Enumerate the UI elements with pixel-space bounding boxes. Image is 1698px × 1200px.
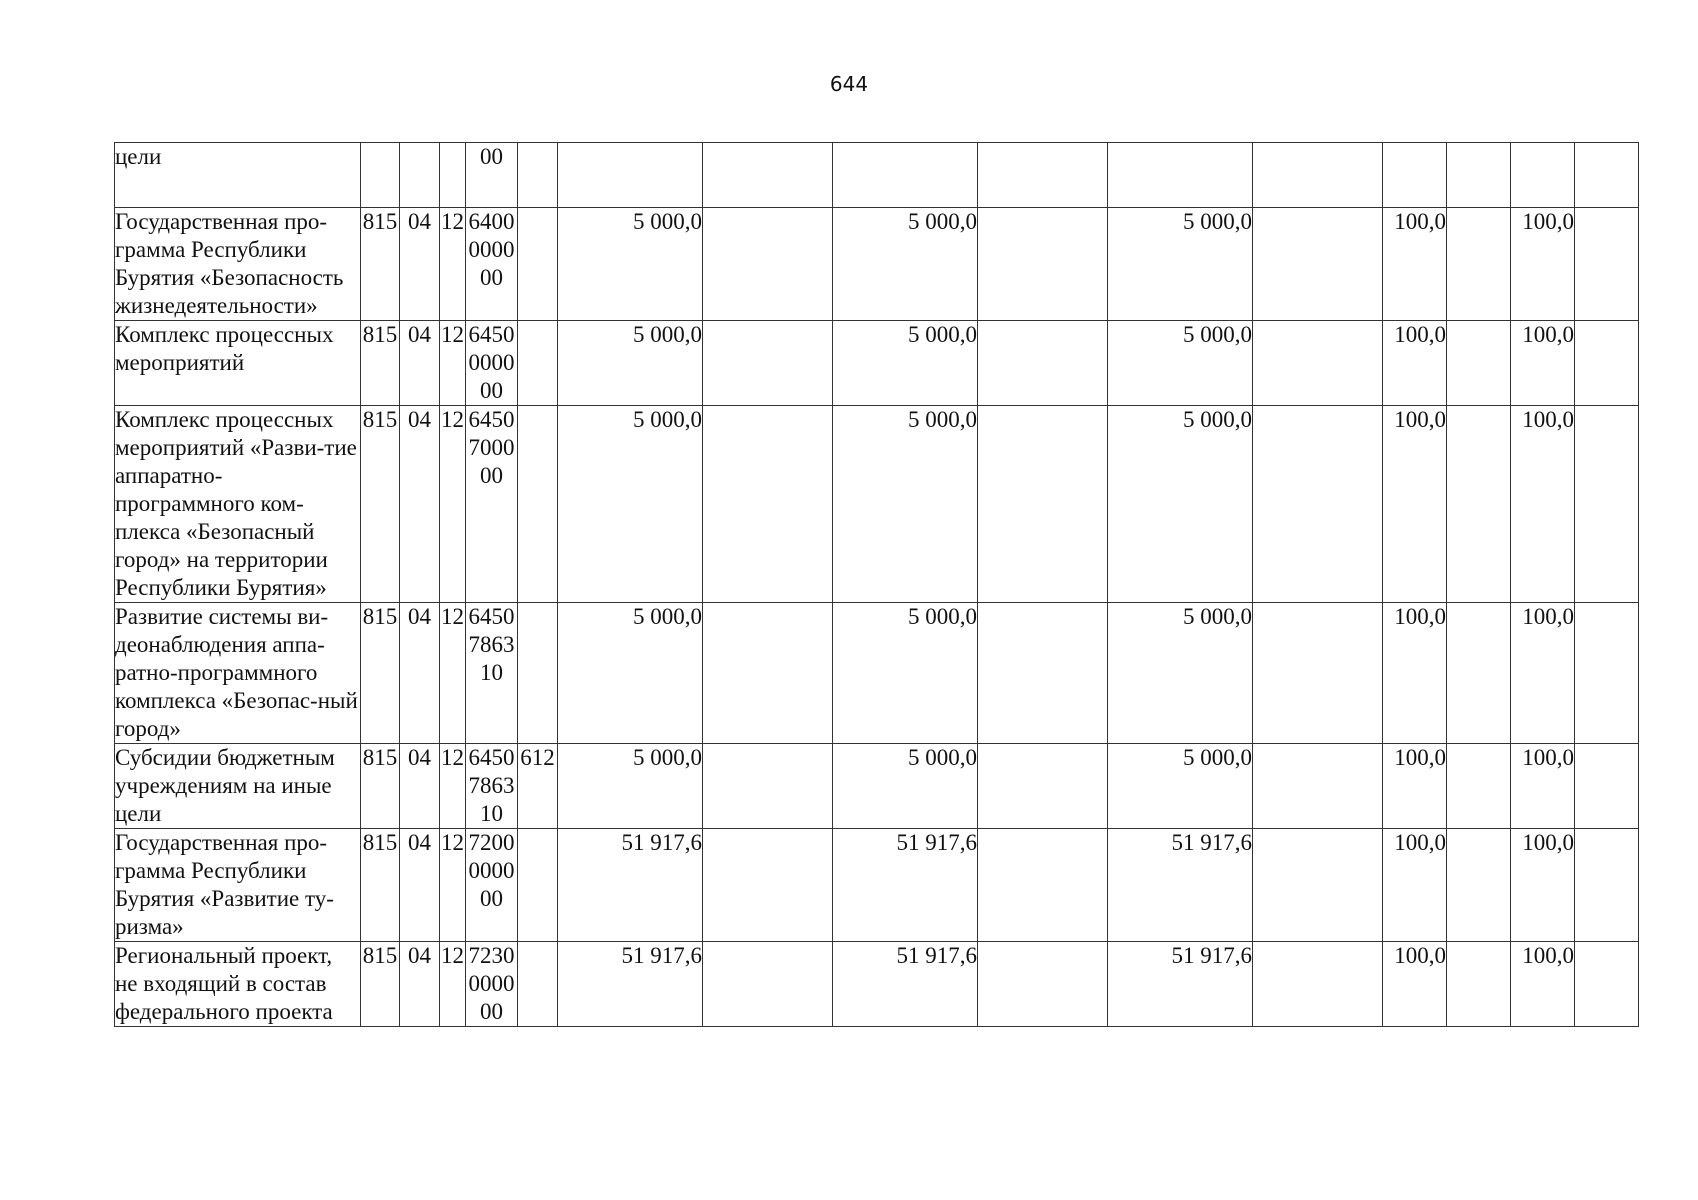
percent-1-cell: 100,0 <box>1383 829 1447 942</box>
table-row <box>115 208 1639 321</box>
amount-1-cell: 51 917,6 <box>558 829 703 942</box>
pr-code-cell: 12 <box>440 942 466 1027</box>
row-name-cell: Государственная про-грамма Республики Бурятия «Развитие ту-ризма» <box>115 829 361 942</box>
amount-2-cell: 5 000,0 <box>833 321 978 406</box>
gr-code-cell: 815 <box>361 829 400 942</box>
pr-code-cell: 12 <box>440 829 466 942</box>
table-row <box>115 942 1639 1027</box>
row-name-cell: Комплекс процессных мероприятий «Разви-тие аппаратно-программного ком-плекса «Безопасный город» на территории Республики Бурятия» <box>115 406 361 603</box>
row-name-cell: Субсидии бюджетным учреждениям на иные цели <box>115 744 361 829</box>
rz-code-cell: 04 <box>400 406 440 603</box>
amount-3-cell <box>1108 143 1253 208</box>
gr-code-cell: 815 <box>361 321 400 406</box>
table-row <box>115 406 1639 603</box>
empty-cell <box>1447 208 1511 321</box>
empty-cell <box>703 942 833 1027</box>
rz-code-cell: 04 <box>400 744 440 829</box>
rz-code-cell: 04 <box>400 603 440 744</box>
empty-cell <box>1253 208 1383 321</box>
empty-cell <box>1447 321 1511 406</box>
vr-code-cell <box>518 321 558 406</box>
amount-1-cell: 51 917,6 <box>558 942 703 1027</box>
percent-2-cell: 100,0 <box>1511 321 1575 406</box>
vr-code-cell <box>518 603 558 744</box>
csr-code-cell: 6450 7863 10 <box>466 603 518 744</box>
pr-code-cell: 12 <box>440 603 466 744</box>
pr-code-cell: 12 <box>440 406 466 603</box>
percent-3-cell <box>1575 744 1639 829</box>
amount-1-cell: 5 000,0 <box>558 744 703 829</box>
percent-3-cell <box>1575 603 1639 744</box>
row-name-cell: Развитие системы ви-деонаблюдения аппа-ратно-программного комплекса «Безопас-ный город» <box>115 603 361 744</box>
rz-code-cell <box>400 143 440 208</box>
table-row <box>115 829 1639 942</box>
percent-3-cell <box>1575 829 1639 942</box>
amount-3-cell: 5 000,0 <box>1108 321 1253 406</box>
pr-code-cell: 12 <box>440 208 466 321</box>
empty-cell <box>978 208 1108 321</box>
empty-cell <box>978 406 1108 603</box>
table-body <box>115 143 1639 1027</box>
empty-cell <box>1253 829 1383 942</box>
empty-cell <box>1447 942 1511 1027</box>
csr-code-cell: 6450 0000 00 <box>466 321 518 406</box>
csr-code-cell: 00 <box>466 143 518 208</box>
empty-cell <box>1447 603 1511 744</box>
rz-code-cell: 04 <box>400 208 440 321</box>
rz-code-cell: 04 <box>400 942 440 1027</box>
percent-1-cell <box>1383 143 1447 208</box>
rz-code-cell: 04 <box>400 829 440 942</box>
percent-1-cell: 100,0 <box>1383 942 1447 1027</box>
percent-2-cell: 100,0 <box>1511 406 1575 603</box>
csr-code-cell: 6450 7863 10 <box>466 744 518 829</box>
amount-3-cell: 5 000,0 <box>1108 406 1253 603</box>
budget-table <box>114 142 1639 1027</box>
empty-cell <box>978 942 1108 1027</box>
empty-cell <box>703 208 833 321</box>
pr-code-cell: 12 <box>440 744 466 829</box>
empty-cell <box>978 143 1108 208</box>
empty-cell <box>703 143 833 208</box>
percent-3-cell <box>1575 406 1639 603</box>
row-name-cell: Региональный проект, не входящий в состав федерального проекта <box>115 942 361 1027</box>
gr-code-cell: 815 <box>361 406 400 603</box>
empty-cell <box>703 829 833 942</box>
amount-3-cell: 51 917,6 <box>1108 829 1253 942</box>
table-row <box>115 603 1639 744</box>
vr-code-cell <box>518 208 558 321</box>
gr-code-cell: 815 <box>361 744 400 829</box>
csr-code-cell: 7200 0000 00 <box>466 829 518 942</box>
amount-1-cell: 5 000,0 <box>558 603 703 744</box>
empty-cell <box>1253 603 1383 744</box>
empty-cell <box>1253 942 1383 1027</box>
amount-2-cell: 5 000,0 <box>833 744 978 829</box>
percent-2-cell: 100,0 <box>1511 603 1575 744</box>
amount-2-cell: 51 917,6 <box>833 942 978 1027</box>
csr-code-cell: 6400 0000 00 <box>466 208 518 321</box>
empty-cell <box>978 829 1108 942</box>
percent-1-cell: 100,0 <box>1383 603 1447 744</box>
percent-3-cell <box>1575 321 1639 406</box>
percent-2-cell: 100,0 <box>1511 744 1575 829</box>
page-number: 644 <box>829 72 869 96</box>
table-row <box>115 321 1639 406</box>
empty-cell <box>1447 406 1511 603</box>
amount-1-cell <box>558 143 703 208</box>
empty-cell <box>1253 744 1383 829</box>
amount-2-cell: 51 917,6 <box>833 829 978 942</box>
table-row <box>115 744 1639 829</box>
percent-2-cell: 100,0 <box>1511 829 1575 942</box>
empty-cell <box>978 321 1108 406</box>
pr-code-cell: 12 <box>440 321 466 406</box>
vr-code-cell <box>518 143 558 208</box>
table-row <box>115 143 1639 208</box>
amount-2-cell: 5 000,0 <box>833 208 978 321</box>
gr-code-cell: 815 <box>361 603 400 744</box>
amount-2-cell <box>833 143 978 208</box>
gr-code-cell: 815 <box>361 942 400 1027</box>
percent-1-cell: 100,0 <box>1383 744 1447 829</box>
percent-1-cell: 100,0 <box>1383 208 1447 321</box>
percent-2-cell: 100,0 <box>1511 208 1575 321</box>
percent-2-cell: 100,0 <box>1511 942 1575 1027</box>
csr-code-cell: 7230 0000 00 <box>466 942 518 1027</box>
amount-3-cell: 5 000,0 <box>1108 208 1253 321</box>
percent-3-cell <box>1575 942 1639 1027</box>
row-name-cell: Комплекс процессных мероприятий <box>115 321 361 406</box>
vr-code-cell <box>518 829 558 942</box>
vr-code-cell: 612 <box>518 744 558 829</box>
empty-cell <box>978 603 1108 744</box>
empty-cell <box>703 321 833 406</box>
percent-1-cell: 100,0 <box>1383 321 1447 406</box>
percent-3-cell <box>1575 208 1639 321</box>
gr-code-cell: 815 <box>361 208 400 321</box>
rz-code-cell: 04 <box>400 321 440 406</box>
csr-code-cell: 6450 7000 00 <box>466 406 518 603</box>
amount-3-cell: 5 000,0 <box>1108 603 1253 744</box>
empty-cell <box>978 744 1108 829</box>
empty-cell <box>1447 829 1511 942</box>
empty-cell <box>1253 143 1383 208</box>
percent-1-cell: 100,0 <box>1383 406 1447 603</box>
percent-3-cell <box>1575 143 1639 208</box>
vr-code-cell <box>518 942 558 1027</box>
empty-cell <box>703 406 833 603</box>
percent-2-cell <box>1511 143 1575 208</box>
empty-cell <box>1447 143 1511 208</box>
amount-1-cell: 5 000,0 <box>558 321 703 406</box>
row-name-cell: цели <box>115 143 361 208</box>
amount-3-cell: 5 000,0 <box>1108 744 1253 829</box>
amount-2-cell: 5 000,0 <box>833 406 978 603</box>
gr-code-cell <box>361 143 400 208</box>
amount-1-cell: 5 000,0 <box>558 208 703 321</box>
vr-code-cell <box>518 406 558 603</box>
pr-code-cell <box>440 143 466 208</box>
empty-cell <box>1253 321 1383 406</box>
empty-cell <box>1447 744 1511 829</box>
amount-1-cell: 5 000,0 <box>558 406 703 603</box>
amount-2-cell: 5 000,0 <box>833 603 978 744</box>
empty-cell <box>1253 406 1383 603</box>
amount-3-cell: 51 917,6 <box>1108 942 1253 1027</box>
row-name-cell: Государственная про-грамма Республики Бурятия «Безопасность жизнедеятельности» <box>115 208 361 321</box>
empty-cell <box>703 603 833 744</box>
empty-cell <box>703 744 833 829</box>
